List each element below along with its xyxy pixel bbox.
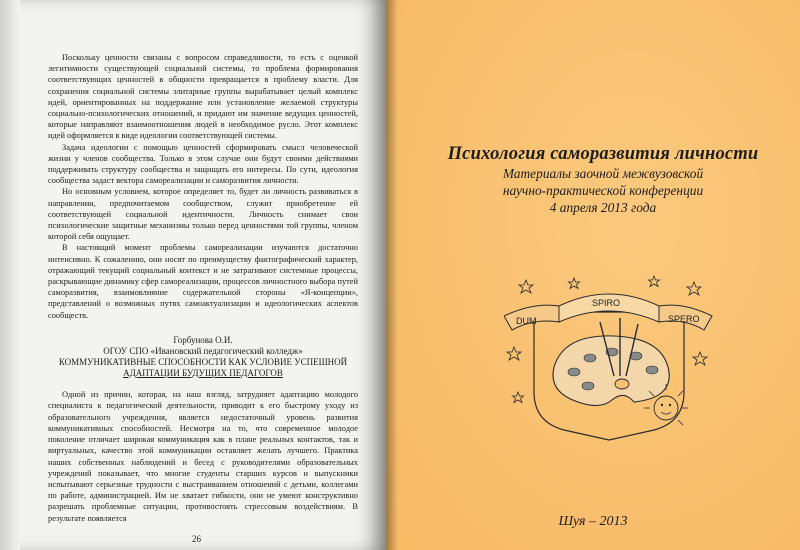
paragraph-3: Но основным условием, которое определяет то, будет ли личность развиваться в направлении, предпочитаемом сообществом, служит приобретение ей соответствующей социальной идентичности. Личность снимает свои психологические защитные механизмы только перед ценностями той группы, членом которой себя ощущает. [48,187,358,242]
article-title [48,357,358,379]
article-paragraph: Одной из причин, которая, на наш взгляд, затрудняет адаптацию молодого специалиста к педагогической деятельности, приводит к его быстрому уходу из образовательного учреждения, является недостаточный уровень развития коммуникативных способностей. Несмотря на то, что современное молодое поколение отличает широкая коммуникация как в плане реальных контактов, так и виртуальных, качество этой коммуникации оставляет желать лучшего. Практика наших собственных наблюдений и бесед с руководителями образовательных учреждений показывает, что многие студенты старших курсов и выпускники испытывают серьезные трудности с выстраиванием отношений с детьми, коллегами по работе, администрацией. Им не хватает гибкости, они не умеют конструктивно разрешать проблемные ситуации, противостоять стрессовым воздействиям. В результате появляется [48,390,358,523]
motto-word-2: SPIRO [592,298,621,308]
motto-word-1: DUM [516,316,537,326]
cover-subtitle-1: Материалы заочной межвузовской [502,166,704,181]
left-page-text [48,52,358,524]
cover-title: Психология саморазвития личности [447,144,759,164]
emblem-palette-drawing [504,272,714,442]
palette-hole [615,379,629,389]
left-page [0,0,386,550]
article-title-line-1: КОММУНИКАТИВНЫЕ СПОСОБНОСТИ КАК УСЛОВИЕ УСПЕШНОЙ [58,357,348,368]
star-icon [513,392,524,403]
star-icon [687,282,701,295]
paragraph-1: Поскольку ценности связаны с вопросом справедливости, то есть с оценкой легитимности существующей социальной системы, то проблема формирования соответствующих ценностей в общности превращается в проблему власти. Для сохранения социальной системы элитарные группы вырабатывает целый комплекс идей, ориентированных на поддержание или установление желаемой структуры социально-психологических отношений, и придают им значение ведущих ценностей, которые направляют взаимоотношения людей в необходимое русло. Этот комплекс идей оформляется в виде идеологии соответствующей системы. [48,53,358,141]
article-title-line-2: АДАПТАЦИИ БУДУЩИХ ПЕДАГОГОВ [123,368,283,379]
cover-page [386,0,800,550]
cover-footer: Шуя – 2013 [558,514,628,529]
cover-subtitle-2: научно-практической конференции [502,183,704,198]
article-affiliation: ОГОУ СПО «Ивановский педагогический колледж» [103,346,303,357]
page-edge-shadow [0,0,20,550]
spine-shadow [386,0,398,550]
star-icon [693,352,707,365]
paragraph-2: Задача идеологии с помощью ценностей сформировать смысл человеческой жизни у членов сообщества. Только в этом случае они будут своими действиями поддерживать структуру сообщества и защищать его интересы. По сути, идеология сообщества задаст вектора самореализации и саморазвития личности. [48,142,358,186]
page-number: 26 [192,534,201,544]
star-icon [507,347,521,360]
cover-date: 4 апреля 2013 года [549,200,657,215]
star-icon [519,280,533,293]
star-icon [569,278,580,289]
paint-blob [646,366,658,374]
paint-blob [582,382,594,390]
star-icon [649,276,660,287]
motto-word-3: SPERO [668,314,700,324]
article-author: Горбунова О.И. [173,334,233,345]
sun-icon [654,396,678,420]
paint-blob [568,368,580,376]
paint-blob [584,354,596,362]
paragraph-4: В настоящий момент проблемы самореализации изучаются достаточно интенсивно. К сожалению, они носят по преимуществу фактографический характер, отражающий текущий социальный контекст и не затрагивают системные процессы, раскрывающие динамику сфер самореализации, процессов личностного выбора путей саморазвития, взаимовлияние содержательной стороны «Я-концепции», представлений о возможных путях самоактуализации и идеологических аспектов сообществ. [48,243,358,320]
